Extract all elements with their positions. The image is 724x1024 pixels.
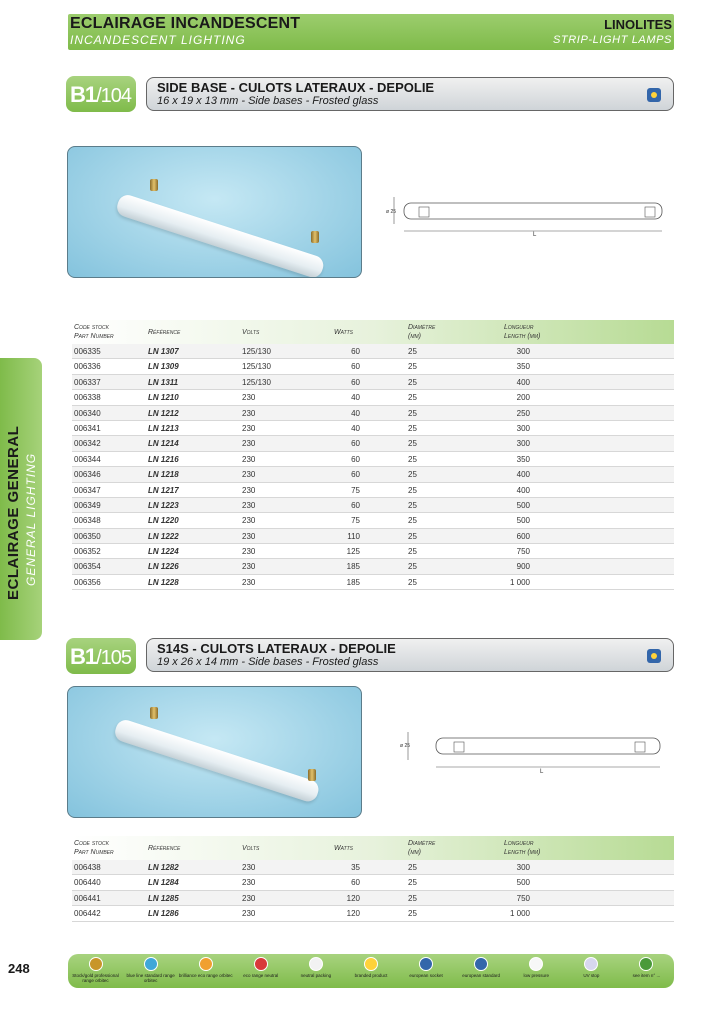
code-cell: 006336 — [74, 362, 101, 372]
length-cell: 350 — [516, 454, 530, 464]
watts-cell: 120 — [346, 909, 360, 919]
volts-cell: 230 — [242, 470, 256, 480]
code-cell: 006440 — [74, 878, 101, 888]
length-cell: 900 — [516, 562, 530, 572]
lamp-tube — [113, 718, 321, 804]
table-row — [72, 860, 674, 875]
watts-cell: 60 — [351, 500, 360, 510]
reference-cell: LN 1214 — [148, 439, 179, 449]
col-diameter-fr: Diamètre — [408, 324, 436, 331]
volts-cell: 230 — [242, 531, 256, 541]
watts-cell: 35 — [351, 863, 360, 872]
table-row — [72, 406, 674, 421]
product-photo — [67, 146, 362, 278]
diameter-cell: 25 — [408, 909, 417, 919]
legend-label: blue line standard range orbitec — [126, 973, 175, 983]
code-cell: 006342 — [74, 439, 101, 449]
table-row — [72, 891, 674, 906]
diameter-cell: 25 — [408, 577, 417, 587]
watts-cell: 60 — [351, 362, 360, 372]
volts-cell: 125/130 — [242, 362, 271, 372]
watts-cell: 60 — [351, 347, 360, 356]
legend-label: neutral packing — [300, 973, 332, 978]
length-cell: 300 — [516, 347, 530, 356]
reference-cell: LN 1311 — [148, 377, 179, 387]
drawing-length-label: L — [540, 769, 544, 775]
col-code — [74, 839, 114, 857]
drawing-tube-outline — [436, 738, 660, 754]
section-code-prefix: B1 — [70, 82, 97, 107]
diameter-cell: 25 — [408, 547, 417, 557]
col-diameter-en: (mm) — [408, 333, 421, 340]
table-row — [72, 575, 674, 590]
diameter-cell: 25 — [408, 485, 417, 495]
section-title-bar — [146, 638, 674, 672]
col-length-fr: Longueur — [504, 324, 534, 331]
code-cell: 006442 — [74, 909, 101, 919]
reference-cell: LN 1216 — [148, 454, 179, 464]
col-diameter-fr: Diamètre — [408, 840, 436, 847]
legend-label: see item n° ... — [632, 973, 661, 978]
diameter-cell: 25 — [408, 470, 417, 480]
reference-cell: LN 1282 — [148, 863, 179, 872]
page-number: 248 — [8, 961, 30, 976]
code-cell: 006340 — [74, 408, 101, 418]
section-title-bar — [146, 77, 674, 111]
volts-cell: 230 — [242, 485, 256, 495]
table-row — [72, 375, 674, 390]
legend-icon — [474, 957, 488, 971]
table-row — [72, 875, 674, 890]
diameter-cell: 25 — [408, 893, 417, 903]
length-cell: 400 — [516, 470, 530, 480]
reference-cell: LN 1307 — [148, 347, 179, 356]
col-volts: Volts — [242, 845, 260, 852]
col-reference: Référence — [148, 845, 181, 852]
code-cell: 006337 — [74, 377, 101, 387]
page-header — [0, 0, 724, 52]
diameter-cell: 25 — [408, 423, 417, 433]
legend-icon — [529, 957, 543, 971]
header-category-subtitle: STRIP-LIGHT LAMPS — [553, 34, 672, 46]
section-title: SIDE BASE - CULOTS LATERAUX - DEPOLIE — [157, 80, 435, 95]
lamp-base-right — [311, 231, 319, 243]
volts-cell: 230 — [242, 500, 256, 510]
watts-cell: 60 — [351, 439, 360, 449]
volts-cell: 230 — [242, 577, 256, 587]
reference-cell: LN 1226 — [148, 562, 179, 572]
dimension-drawing — [378, 192, 668, 240]
legend-icon — [364, 957, 378, 971]
lamp-base-left — [150, 707, 158, 719]
drawing-tube-outline — [404, 203, 662, 219]
col-diameter — [408, 839, 435, 857]
product-table — [72, 320, 674, 590]
table-row — [72, 529, 674, 544]
reference-cell: LN 1217 — [148, 485, 179, 495]
col-length-en: Length (mm) — [504, 333, 541, 340]
length-cell: 750 — [516, 547, 530, 557]
code-cell: 006346 — [74, 470, 101, 480]
col-diameter-en: (mm) — [408, 849, 421, 856]
code-cell: 006352 — [74, 547, 101, 557]
reference-cell: LN 1210 — [148, 393, 179, 403]
reference-cell: LN 1309 — [148, 362, 179, 372]
length-cell: 1 000 — [509, 577, 530, 587]
reference-cell: LN 1228 — [148, 577, 179, 587]
reference-cell: LN 1212 — [148, 408, 179, 418]
reference-cell: LN 1285 — [148, 893, 179, 903]
legend-label: eco range neutral — [243, 973, 279, 978]
diameter-cell: 25 — [408, 863, 417, 872]
side-tab-title: ECLAIRAGE GENERAL — [5, 425, 22, 600]
col-length-fr: Longueur — [504, 840, 534, 847]
watts-cell: 125 — [346, 547, 360, 557]
legend-label: european standard — [462, 973, 501, 978]
header-category: LINOLITES — [604, 17, 672, 32]
legend-item — [509, 957, 564, 978]
lamp-base-right — [308, 769, 316, 781]
length-cell: 250 — [516, 408, 530, 418]
watts-cell: 60 — [351, 470, 360, 480]
watts-cell: 120 — [346, 893, 360, 903]
volts-cell: 230 — [242, 423, 256, 433]
watts-cell: 75 — [351, 485, 360, 495]
drawing-length-label: L — [533, 232, 537, 238]
watts-cell: 40 — [351, 393, 360, 403]
watts-cell: 40 — [351, 408, 360, 418]
diameter-cell: 25 — [408, 362, 417, 372]
reference-cell: LN 1223 — [148, 500, 179, 510]
section-code-number: /104 — [96, 85, 132, 107]
watts-cell: 75 — [351, 516, 360, 526]
legend-label: low pressure — [523, 973, 550, 978]
european-socket-icon — [647, 649, 661, 663]
diameter-cell: 25 — [408, 500, 417, 510]
length-cell: 400 — [516, 377, 530, 387]
table-row — [72, 436, 674, 451]
diameter-cell: 25 — [408, 454, 417, 464]
code-cell: 006354 — [74, 562, 101, 572]
diameter-cell: 25 — [408, 408, 417, 418]
table-row — [72, 421, 674, 436]
length-cell: 300 — [516, 863, 530, 872]
col-length — [504, 323, 540, 341]
col-code-en: Part Number — [74, 333, 114, 340]
code-cell: 006349 — [74, 500, 101, 510]
code-cell: 006341 — [74, 423, 101, 433]
section-code-prefix: B1 — [70, 644, 97, 669]
volts-cell: 230 — [242, 454, 256, 464]
table-row — [72, 452, 674, 467]
reference-cell: LN 1222 — [148, 531, 179, 541]
col-reference: Référence — [148, 329, 181, 336]
code-cell: 006356 — [74, 577, 101, 587]
legend-icon — [584, 957, 598, 971]
european-socket-icon — [647, 88, 661, 102]
code-cell: 006348 — [74, 516, 101, 526]
watts-cell: 185 — [346, 577, 360, 587]
diameter-cell: 25 — [408, 531, 417, 541]
length-cell: 300 — [516, 423, 530, 433]
header-title: ECLAIRAGE INCANDESCENT — [70, 15, 301, 32]
length-cell: 350 — [516, 362, 530, 372]
legend-icon — [419, 957, 433, 971]
diameter-cell: 25 — [408, 439, 417, 449]
length-cell: 600 — [516, 531, 530, 541]
diameter-cell: 25 — [408, 878, 417, 888]
col-length-en: Length (mm) — [504, 849, 541, 856]
legend-icon — [309, 957, 323, 971]
table-body — [72, 344, 674, 590]
col-watts: Watts — [334, 845, 354, 852]
table-body — [72, 860, 674, 922]
length-cell: 500 — [516, 500, 530, 510]
volts-cell: 230 — [242, 516, 256, 526]
table-row — [72, 498, 674, 513]
legend-icon — [254, 957, 268, 971]
legend-label: brilliance eco range orbitec — [178, 973, 233, 978]
table-header — [72, 320, 674, 344]
legend-icon — [639, 957, 653, 971]
legend-item — [178, 957, 233, 978]
code-cell: 006344 — [74, 454, 101, 464]
reference-cell: LN 1218 — [148, 470, 179, 480]
section-title: S14S - CULOTS LATERAUX - DEPOLIE — [157, 641, 396, 656]
reference-cell: LN 1284 — [148, 878, 179, 888]
code-cell: 006347 — [74, 485, 101, 495]
length-cell: 300 — [516, 439, 530, 449]
watts-cell: 40 — [351, 423, 360, 433]
code-cell: 006441 — [74, 893, 101, 903]
watts-cell: 60 — [351, 377, 360, 387]
volts-cell: 230 — [242, 439, 256, 449]
drawing-diameter-label: ø 25 — [386, 209, 397, 215]
legend-icon — [199, 957, 213, 971]
lamp-base-left — [150, 179, 158, 191]
product-photo — [67, 686, 362, 818]
volts-cell: 230 — [242, 547, 256, 557]
col-code-fr: Code stock — [74, 840, 109, 847]
table-row — [72, 544, 674, 559]
legend-icon — [89, 957, 103, 971]
volts-cell: 230 — [242, 393, 256, 403]
legend-bar — [68, 954, 674, 988]
code-cell: 006438 — [74, 863, 101, 872]
section-code-number: /105 — [96, 647, 132, 669]
legend-label: UV stop — [583, 973, 600, 978]
table-row — [72, 390, 674, 405]
legend-item — [288, 957, 343, 978]
table-row — [72, 344, 674, 359]
watts-cell: 185 — [346, 562, 360, 572]
code-cell: 006350 — [74, 531, 101, 541]
col-volts: Volts — [242, 329, 260, 336]
col-watts: Watts — [334, 329, 354, 336]
drawing-diameter-label: ø 25 — [400, 743, 411, 749]
volts-cell: 230 — [242, 408, 256, 418]
code-cell: 006338 — [74, 393, 101, 403]
col-length — [504, 839, 540, 857]
length-cell: 750 — [516, 893, 530, 903]
watts-cell: 60 — [351, 878, 360, 888]
legend-item — [619, 957, 674, 978]
header-subtitle: INCANDESCENT LIGHTING — [70, 33, 246, 47]
reference-cell: LN 1213 — [148, 423, 179, 433]
diameter-cell: 25 — [408, 562, 417, 572]
legend-item — [564, 957, 619, 978]
reference-cell: LN 1220 — [148, 516, 179, 526]
section-code-badge — [66, 76, 136, 112]
reference-cell: LN 1224 — [148, 547, 179, 557]
legend-label: european socket — [409, 973, 443, 978]
table-row — [72, 483, 674, 498]
table-row — [72, 467, 674, 482]
side-tab-subtitle: GENERAL LIGHTING — [24, 452, 38, 586]
section-description: 19 x 26 x 14 mm - Side bases - Frosted glass — [157, 656, 379, 668]
table-row — [72, 906, 674, 921]
diameter-cell: 25 — [408, 347, 417, 356]
watts-cell: 60 — [351, 454, 360, 464]
legend-item — [123, 957, 178, 983]
length-cell: 200 — [516, 393, 530, 403]
table-row — [72, 359, 674, 374]
reference-cell: LN 1286 — [148, 909, 179, 919]
length-cell: 400 — [516, 485, 530, 495]
section-code-badge — [66, 638, 136, 674]
volts-cell: 125/130 — [242, 377, 271, 387]
col-code-en: Part Number — [74, 849, 114, 856]
volts-cell: 230 — [242, 562, 256, 572]
product-table — [72, 836, 674, 922]
legend-item — [343, 957, 398, 978]
diameter-cell: 25 — [408, 377, 417, 387]
table-row — [72, 513, 674, 528]
diameter-cell: 25 — [408, 393, 417, 403]
legend-item — [68, 957, 123, 983]
volts-cell: 230 — [242, 909, 256, 919]
volts-cell: 125/130 — [242, 347, 271, 356]
volts-cell: 230 — [242, 863, 256, 872]
col-code — [74, 323, 114, 341]
table-row — [72, 559, 674, 574]
legend-label: Stock/gold professional range orbitec — [72, 973, 119, 983]
legend-item — [233, 957, 288, 978]
diameter-cell: 25 — [408, 516, 417, 526]
section-description: 16 x 19 x 13 mm - Side bases - Frosted glass — [157, 95, 379, 107]
lamp-tube — [115, 193, 326, 278]
length-cell: 500 — [516, 878, 530, 888]
legend-icon — [144, 957, 158, 971]
dimension-drawing — [392, 730, 672, 778]
table-header — [72, 836, 674, 860]
volts-cell: 230 — [242, 893, 256, 903]
legend-label: branded product — [354, 973, 388, 978]
watts-cell: 110 — [347, 531, 360, 541]
col-diameter — [408, 323, 435, 341]
length-cell: 500 — [516, 516, 530, 526]
volts-cell: 230 — [242, 878, 256, 888]
code-cell: 006335 — [74, 347, 101, 356]
legend-item — [399, 957, 454, 978]
legend-item — [454, 957, 509, 978]
length-cell: 1 000 — [509, 909, 530, 919]
col-code-fr: Code stock — [74, 324, 109, 331]
